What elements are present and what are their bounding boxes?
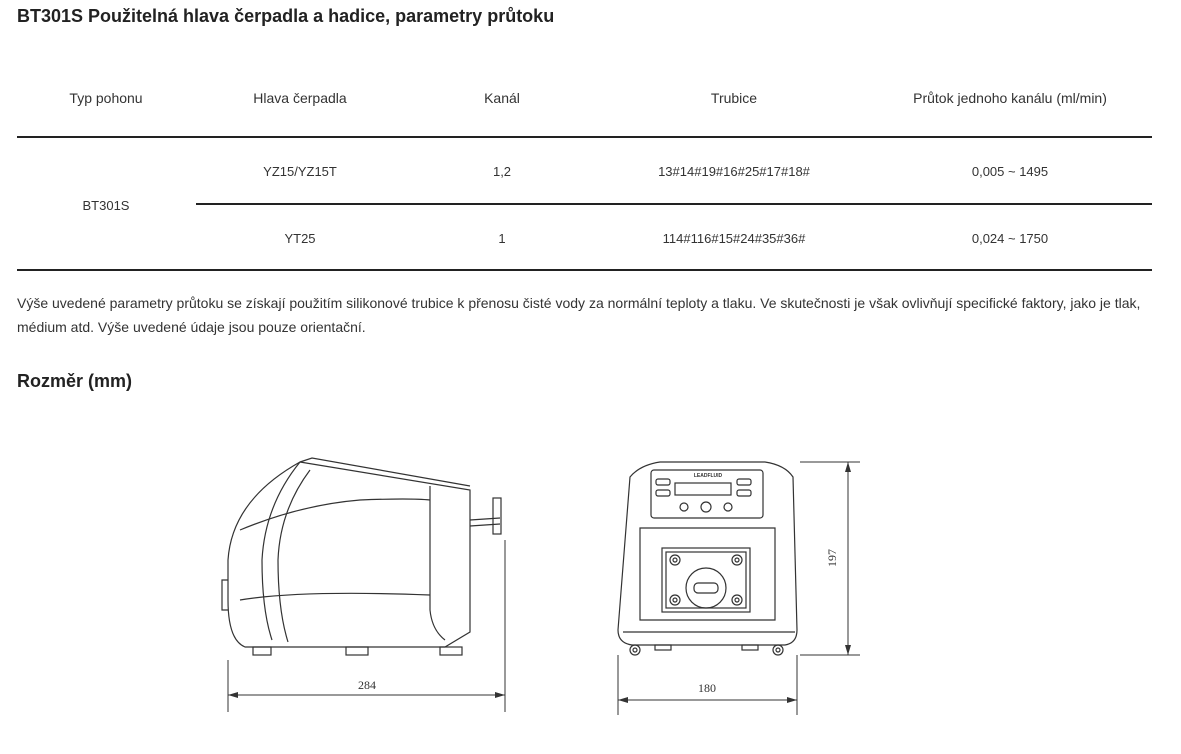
header-flow: Průtok jednoho kanálu (ml/min) (913, 90, 1107, 106)
cell-tubing-1: 13#14#19#16#25#17#18# (658, 164, 810, 179)
cell-flow-2: 0,024 ~ 1750 (971, 231, 1049, 246)
header-pump-head: Hlava čerpadla (253, 90, 347, 106)
cell-tubing-2: 114#116#15#24#35#36# (662, 231, 806, 246)
cell-channel-1: 1,2 (492, 164, 512, 179)
header-channel: Kanál (484, 90, 520, 106)
cell-channel-2: 1 (498, 231, 506, 246)
brand-logo-text: LEADFLUID (693, 473, 723, 479)
header-tubing: Trubice (710, 90, 758, 106)
height-label: 197 (825, 549, 839, 567)
cell-flow-1: 0,005 ~ 1495 (971, 164, 1049, 179)
dimension-heading: Rozměr (mm) (17, 371, 133, 391)
front-width-label: 180 (698, 681, 716, 695)
header-drive-type: Typ pohonu (69, 90, 143, 106)
pump-front-view (618, 462, 797, 655)
cell-pump-head-2: YT25 (284, 231, 316, 246)
cell-pump-head-1: YZ15/YZ15T (263, 164, 337, 179)
flow-note: Výše uvedené parametry průtoku se získají použitím silikonové trubice k přenosu čisté vody za normální teploty a tlaku. Ve skutečnosti je však ovlivňují specifické faktory, jako je tlak, médium atd. Výše uvedené údaje jsou pouze orientační. (17, 295, 1141, 335)
width-label: 284 (358, 678, 376, 692)
cell-drive-type: BT301S (82, 198, 130, 213)
pump-side-view (222, 458, 501, 655)
page-title: BT301S Použitelná hlava čerpadla a hadice, parametry průtoku (17, 6, 555, 26)
